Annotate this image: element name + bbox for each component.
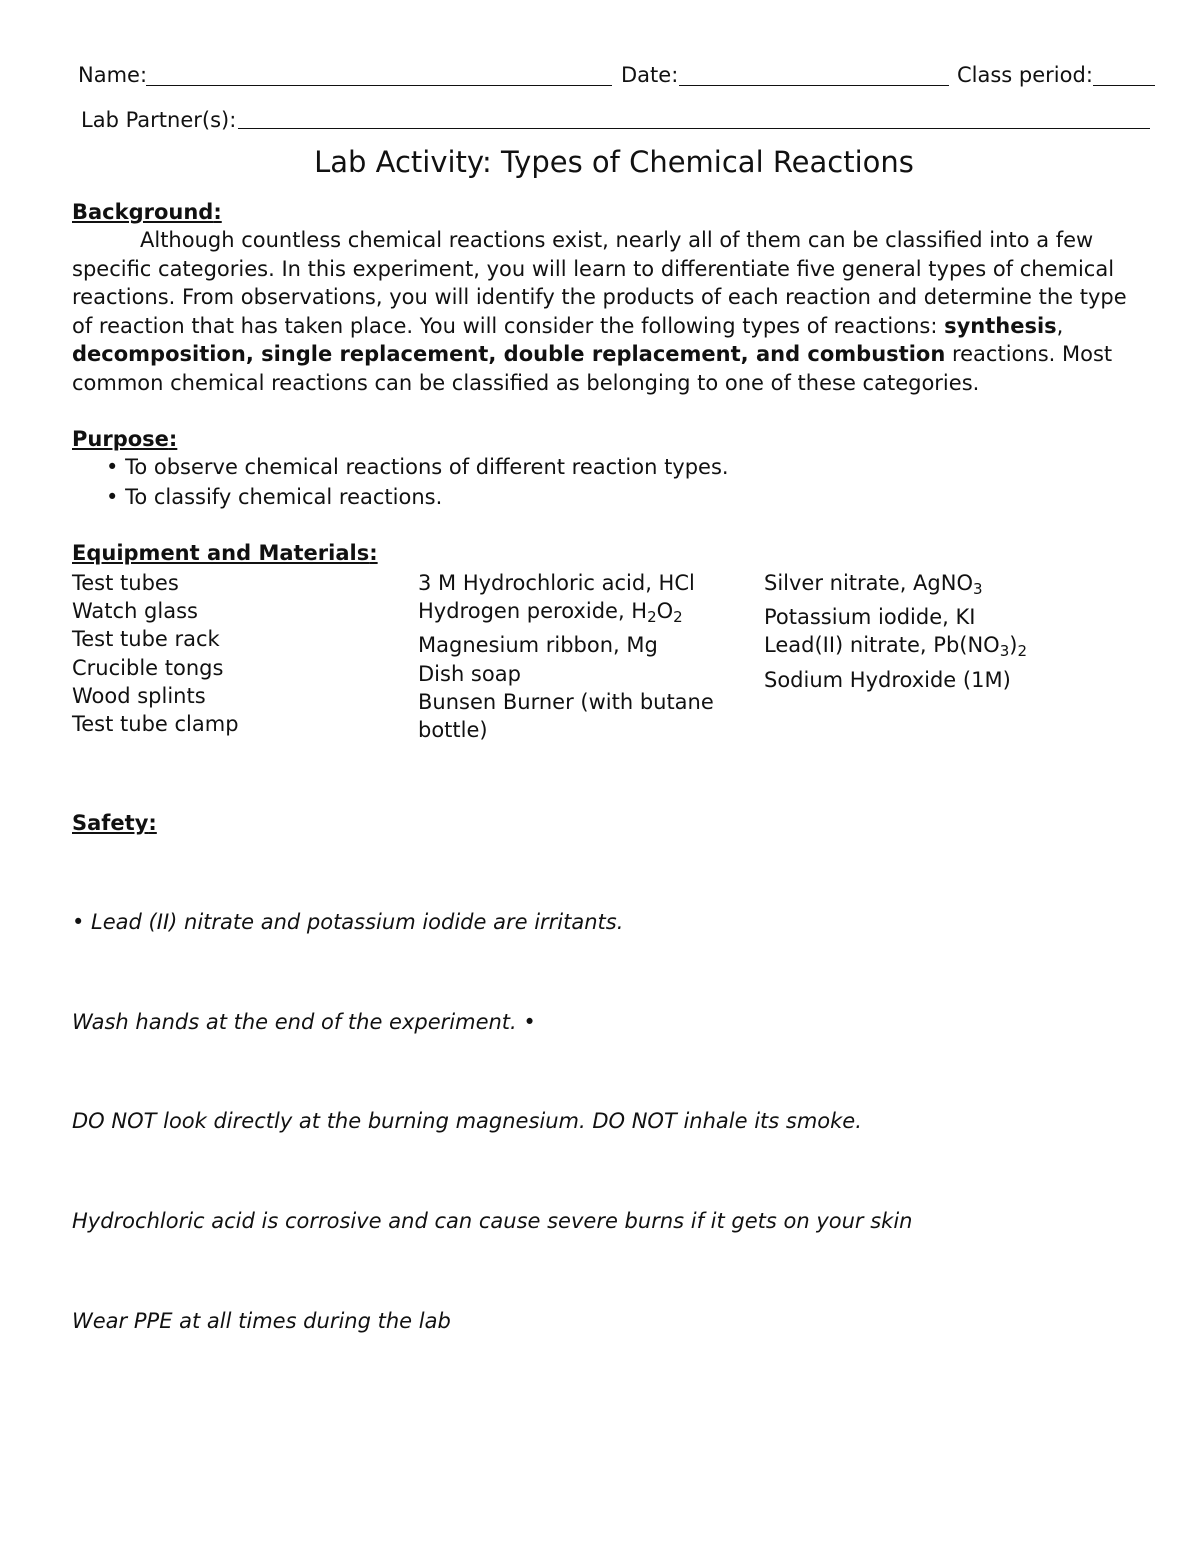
reaction-type-single-replacement: single replacement xyxy=(261,342,489,366)
material-item: Dish soap xyxy=(418,661,521,686)
safety-item: DO NOT look directly at the burning magnesium. DO NOT inhale its smoke. xyxy=(72,1109,862,1133)
class-period-label: Class period: xyxy=(957,63,1093,87)
equipment-item: Test tube rack xyxy=(72,627,220,652)
background-heading: Background: xyxy=(72,200,222,224)
equipment-heading: Equipment and Materials: xyxy=(72,541,378,565)
material-item: Hydrogen peroxide, $H_2O_2$ xyxy=(418,599,683,627)
material-item: bottle) xyxy=(418,718,488,743)
name-label: Name: xyxy=(78,63,148,87)
chemicals-list-1 xyxy=(418,569,714,744)
equipment-item: Watch glass xyxy=(72,599,198,624)
date-label: Date: xyxy=(621,63,679,87)
safety-heading: Safety: xyxy=(72,811,157,835)
purpose-item: • To classify chemical reactions. xyxy=(106,485,443,509)
purpose-heading: Purpose: xyxy=(72,427,178,451)
safety-item: Wash hands at the end of the experiment. • xyxy=(72,1010,536,1034)
chemicals-list-2 xyxy=(764,569,1027,694)
date-field[interactable] xyxy=(679,85,949,86)
reaction-type-double-replacement: double replacement xyxy=(503,342,741,366)
background-paragraph: Although countless chemical reactions exist, nearly all of them can be classified into a few specific categories. In this experiment, you will learn to differentiate five general types of chemical reactions. From observations, you will identify the products of each reaction and determine the type of reaction that has taken place. You will consider the following types of reactions: synthesis, decomposition, single replacement, double replacement, and combustion reactions. Most common chemical reactions can be classified as belonging to one of these categories. xyxy=(72,228,1127,395)
material-item: 3 M Hydrochloric acid, HCl xyxy=(418,571,695,595)
equipment-list xyxy=(72,569,239,738)
class-period-field[interactable] xyxy=(1093,85,1155,86)
material-item: Sodium Hydroxide (1M) xyxy=(764,667,1011,692)
reaction-type-combustion: combustion xyxy=(807,342,946,366)
name-field[interactable] xyxy=(146,85,612,86)
reaction-type-decomposition: decomposition xyxy=(72,342,246,366)
equipment-item: Test tubes xyxy=(72,571,179,595)
equipment-item: Wood splints xyxy=(72,683,206,708)
safety-item: Wear PPE at all times during the lab xyxy=(72,1309,451,1333)
equipment-item: Test tube clamp xyxy=(72,712,239,737)
material-item: Bunsen Burner (with butane xyxy=(418,689,714,714)
material-item: Lead(II) nitrate, $Pb(NO_3)_2$ xyxy=(764,633,1028,661)
material-item: Silver nitrate, AgNO$_3$ xyxy=(764,571,983,598)
reaction-type-synthesis: synthesis xyxy=(944,313,1057,338)
lab-partner-field[interactable] xyxy=(238,128,1150,129)
material-item: Potassium iodide, KI xyxy=(764,605,976,630)
material-item: Magnesium ribbon, Mg xyxy=(418,633,658,658)
page-title: Lab Activity: Types of Chemical Reactions xyxy=(314,145,914,179)
lab-partner-label: Lab Partner(s): xyxy=(81,108,237,132)
safety-item: • Lead (II) nitrate and potassium iodide are irritants. xyxy=(72,910,624,934)
equipment-item: Crucible tongs xyxy=(72,655,224,680)
purpose-item: • To observe chemical reactions of different reaction types. xyxy=(106,455,729,479)
safety-item: Hydrochloric acid is corrosive and can cause severe burns if it gets on your skin xyxy=(72,1209,913,1233)
